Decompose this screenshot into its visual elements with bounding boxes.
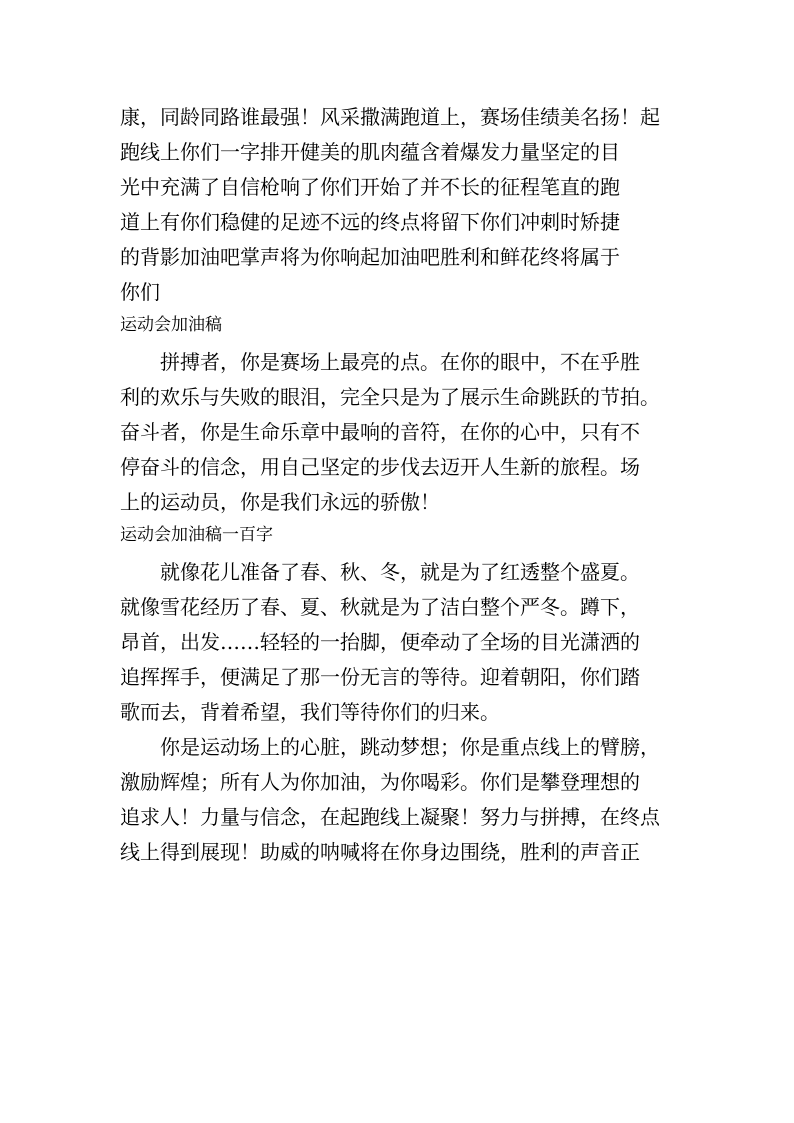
text-line: 你们: [120, 280, 160, 304]
intro-paragraph: [120, 100, 680, 310]
text-line: 拼搏者，你是赛场上最亮的点。在你的眼中，不在乎胜: [160, 350, 640, 374]
section-heading: 运动会加油稿: [120, 315, 222, 335]
text-line: 激励辉煌；所有人为你加油，为你喝彩。你们是攀登理想的: [120, 770, 640, 794]
document-body: [120, 100, 680, 870]
text-line: 的背影加油吧掌声将为你响起加油吧胜利和鲜花终将属于: [120, 245, 620, 269]
text-line: 停奋斗的信念，用自己坚定的步伐去迈开人生新的旅程。场: [120, 455, 640, 479]
text-line: 追挥挥手，便满足了那一份无言的等待。迎着朝阳，你们踏: [120, 665, 640, 689]
text-line: 光中充满了自信枪响了你们开始了并不长的征程笔直的跑: [120, 175, 620, 199]
text-line: 上的运动员，你是我们永远的骄傲！: [120, 490, 440, 514]
text-line: 道上有你们稳健的足迹不远的终点将留下你们冲刺时矫捷: [120, 210, 620, 234]
section2-paragraph-2: [120, 730, 680, 870]
text-line: 跑线上你们一字排开健美的肌肉蕴含着爆发力量坚定的目: [120, 140, 620, 164]
text-line: 奋斗者，你是生命乐章中最响的音符，在你的心中，只有不: [120, 420, 640, 444]
text-line: 昂首，出发……轻轻的一抬脚，便牵动了全场的目光潇洒的: [120, 630, 640, 654]
text-line: 康，同龄同路谁最强！风采撒满跑道上，赛场佳绩美名扬！起: [120, 105, 660, 129]
text-line: 追求人！力量与信念，在起跑线上凝聚！努力与拼搏，在终点: [120, 805, 660, 829]
section1-paragraph: [120, 345, 680, 520]
text-line: 你是运动场上的心脏，跳动梦想；你是重点线上的臂膀，: [160, 735, 660, 759]
section-heading: 运动会加油稿一百字: [120, 525, 273, 545]
text-line: 就像雪花经历了春、夏、秋就是为了洁白整个严冬。蹲下，: [120, 595, 640, 619]
section2-paragraph-1: [120, 555, 680, 730]
text-line: 就像花儿准备了春、秋、冬，就是为了红透整个盛夏。: [160, 560, 640, 584]
text-line: 利的欢乐与失败的眼泪，完全只是为了展示生命跳跃的节拍。: [120, 385, 660, 409]
text-line: 歌而去，背着希望，我们等待你们的归来。: [120, 700, 500, 724]
text-line: 线上得到展现！助威的呐喊将在你身边围绕，胜利的声音正: [120, 840, 640, 864]
